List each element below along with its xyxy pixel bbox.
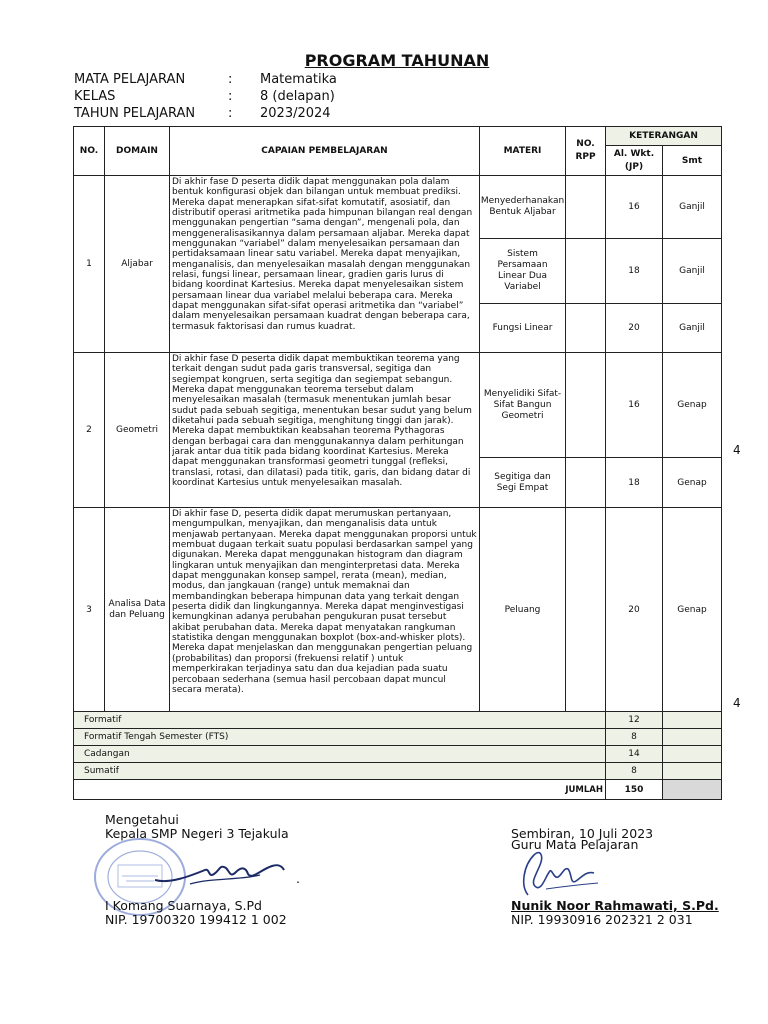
capaian-text: Di akhir fase D, peserta didik dapat merumuskan pertanyaan, mengumpulkan, menyajikan, dan menganalisis data untuk menjawab pertanyaan. Mereka dapat menggunakan proporsi untuk membuat dugaan terkait suatu populasi berdasarkan sampel yang digunakan. Mereka dapat menggunakan histogram dan diagram lingkaran untuk menyajikan dan menginterpretasi data. Mereka dapat menggunakan konsep sampel, rerata (mean), median, modus, dan jangkauan (range) untuk memaknai dan membandingkan beberapa himpunan data yang terkait dengan peserta didik dan lingkungannya. Mereka dapat menginvestigasi kemungkinan adanya perubahan pengukuran pusat tersebut akibat perubahan data. Mereka dapat menyatakan rangkuman statistika dengan menggunakan boxplot (box-and-whisker plots). Mereka dapat menjelaskan dan menggunakan pengertian peluang (probabilitas) dan proporsi (frekuensi relatif ) untuk memperkirakan terjadinya satu dan dua kejadian pada suatu percobaan sederhana (semua hasil percobaan dapat muncul secara merata). bbox=[172, 509, 477, 695]
rpp-cell bbox=[566, 508, 606, 712]
right-signature-nip: NIP. 19930916 202321 2 031 bbox=[511, 912, 693, 927]
header-domain: DOMAIN bbox=[105, 127, 170, 176]
principal-signature bbox=[150, 850, 290, 890]
smt-cell: Genap bbox=[663, 353, 722, 458]
jp-cell: 16 bbox=[606, 176, 663, 239]
total-row bbox=[74, 780, 722, 800]
summary-label: Formatif bbox=[74, 712, 606, 729]
rpp-cell bbox=[566, 458, 606, 508]
summary-smt bbox=[663, 746, 722, 763]
meta-label: MATA PELAJARAN bbox=[74, 72, 186, 87]
rpp-cell bbox=[566, 353, 606, 458]
capaian-text: Di akhir fase D peserta didik dapat menggunakan pola dalam bentuk konfigurasi objek dan bilangan untuk membuat prediksi. Mereka dapat menerapkan sifat-sifat komutatif, asosiatif, dan distributif operasi aritmetika pada himpunan bilangan real dengan menggunakan pengertian “sama dengan”, mengenali pola, dan menggeneralisasikannya dalam persamaan aljabar. Mereka dapat menggunakan “variabel” dalam menyelesaikan persamaan dan pertidaksamaan linear satu variabel. Mereka dapat menyajikan, menganalisis, dan menyelesaikan masalah dengan menggunakan relasi, fungsi linear, persamaan linear, gradien garis lurus di bidang koordinat Kartesius. Mereka dapat menyelesaikan sistem persamaan linear dua variabel melalui beberapa cara. Mereka dapat menggunakan sifat-sifat operasi aritmetika dan “variabel” dalam menyelesaikan persamaan kuadrat dengan beberapa cara, termasuk faktorisasi dan rumus kuadrat. bbox=[172, 177, 473, 332]
summary-label: Sumatif bbox=[74, 763, 606, 780]
summary-smt bbox=[663, 712, 722, 729]
rpp-cell bbox=[566, 304, 606, 353]
total-jp: 150 bbox=[606, 780, 663, 800]
summary-jp: 12 bbox=[606, 712, 663, 729]
left-signature-nip: NIP. 19700320 199412 1 002 bbox=[105, 912, 287, 927]
smt-cell: Ganjil bbox=[663, 176, 722, 239]
row-no: 3 bbox=[74, 508, 105, 712]
summary-jp: 8 bbox=[606, 729, 663, 746]
summary-row bbox=[74, 746, 722, 763]
meta-row-year bbox=[74, 105, 474, 122]
summary-row bbox=[74, 729, 722, 746]
right-signature-name: Nunik Noor Rahmawati, S.Pd. bbox=[511, 898, 719, 913]
table-row bbox=[74, 176, 722, 239]
materi-cell: Sistem Persamaan Linear Dua Variabel bbox=[480, 239, 566, 304]
header-smt: Smt bbox=[663, 146, 722, 176]
summary-row bbox=[74, 712, 722, 729]
header-keterangan: KETERANGAN bbox=[606, 127, 722, 146]
row-no: 2 bbox=[74, 353, 105, 508]
left-signature-name: I Komang Suarnaya, S.Pd bbox=[105, 898, 262, 913]
meta-colon: : bbox=[228, 106, 233, 121]
meta-label: TAHUN PELAJARAN bbox=[74, 106, 196, 121]
summary-jp: 8 bbox=[606, 763, 663, 780]
summary-smt bbox=[663, 729, 722, 746]
right-signature-role: Guru Mata Pelajaran bbox=[511, 837, 639, 852]
total-label: JUMLAH bbox=[74, 780, 606, 800]
rpp-cell bbox=[566, 239, 606, 304]
table-header-row bbox=[74, 127, 722, 146]
materi-cell: Menyelidiki Sifat-Sifat Bangun Geometri bbox=[480, 353, 566, 458]
smt-cell: Ganjil bbox=[663, 304, 722, 353]
teacher-signature bbox=[510, 845, 610, 900]
row-domain: Geometri bbox=[105, 353, 170, 508]
row-domain: Aljabar bbox=[105, 176, 170, 353]
capaian-text: Di akhir fase D peserta didik dapat membuktikan teorema yang terkait dengan sudut pada garis transversal, segitiga dan segiempat kongruen, serta segitiga dan segiempat sebangun. Mereka dapat menggunakan teorema tersebut dalam menyelesaikan masalah (termasuk menentukan jumlah besar sudut pada sebuah segitiga, menentukan besar sudut yang belum diketahui pada sebuah segitiga, menghitung tinggi dan jarak). Mereka dapat membuktikan keabsahan teorema Pythagoras dengan berbagai cara dan menggunakannya dalam perhitungan jarak antar dua titik pada bidang koordinat Kartesius. Mereka dapat menggunakan transformasi geometri tunggal (refleksi, translasi, rotasi, dan dilatasi) pada titik, garis, dan bidang datar di koordinat Kartesius untuk menyelesaikan masalah. bbox=[172, 354, 472, 489]
side-number: 4 bbox=[733, 443, 741, 457]
jp-cell: 18 bbox=[606, 239, 663, 304]
left-signature-heading: Mengetahui bbox=[105, 812, 179, 827]
rpp-cell bbox=[566, 176, 606, 239]
meta-value: Matematika bbox=[260, 72, 337, 87]
meta-colon: : bbox=[228, 89, 233, 104]
materi-cell: Fungsi Linear bbox=[480, 304, 566, 353]
summary-jp: 14 bbox=[606, 746, 663, 763]
smt-cell: Ganjil bbox=[663, 239, 722, 304]
total-smt bbox=[663, 780, 722, 800]
left-signature-role: Kepala SMP Negeri 3 Tejakula bbox=[105, 826, 289, 841]
meta-row-class bbox=[74, 88, 474, 105]
side-number: 4 bbox=[733, 696, 741, 710]
header-capaian: CAPAIAN PEMBELAJARAN bbox=[170, 127, 480, 176]
summary-label: Cadangan bbox=[74, 746, 606, 763]
summary-row bbox=[74, 763, 722, 780]
table-row bbox=[74, 353, 722, 458]
meta-row-subject bbox=[74, 71, 474, 88]
row-capaian bbox=[170, 176, 480, 353]
annual-program-table bbox=[73, 126, 722, 800]
jp-cell: 16 bbox=[606, 353, 663, 458]
signature-dot: . bbox=[296, 871, 300, 886]
header-alokasi: Al. Wkt. (JP) bbox=[606, 146, 663, 176]
meta-label: KELAS bbox=[74, 89, 116, 104]
summary-smt bbox=[663, 763, 722, 780]
meta-value: 8 (delapan) bbox=[260, 89, 335, 104]
header-materi: MATERI bbox=[480, 127, 566, 176]
meta-colon: : bbox=[228, 72, 233, 87]
row-capaian bbox=[170, 353, 480, 508]
document-title: PROGRAM TAHUNAN bbox=[304, 51, 490, 70]
jp-cell: 20 bbox=[606, 508, 663, 712]
smt-cell: Genap bbox=[663, 508, 722, 712]
meta-value: 2023/2024 bbox=[260, 106, 331, 121]
summary-label: Formatif Tengah Semester (FTS) bbox=[74, 729, 606, 746]
header-rpp: NO. RPP bbox=[566, 127, 606, 176]
jp-cell: 18 bbox=[606, 458, 663, 508]
row-capaian bbox=[170, 508, 480, 712]
smt-cell: Genap bbox=[663, 458, 722, 508]
header-no: NO. bbox=[74, 127, 105, 176]
right-signature-date: Sembiran, 10 Juli 2023 bbox=[511, 826, 654, 841]
jp-cell: 20 bbox=[606, 304, 663, 353]
materi-cell: Peluang bbox=[480, 508, 566, 712]
row-domain: Analisa Data dan Peluang bbox=[105, 508, 170, 712]
row-no: 1 bbox=[74, 176, 105, 353]
materi-cell: Menyederhanakan Bentuk Aljabar bbox=[480, 176, 566, 239]
materi-cell: Segitiga dan Segi Empat bbox=[480, 458, 566, 508]
table-row bbox=[74, 508, 722, 712]
